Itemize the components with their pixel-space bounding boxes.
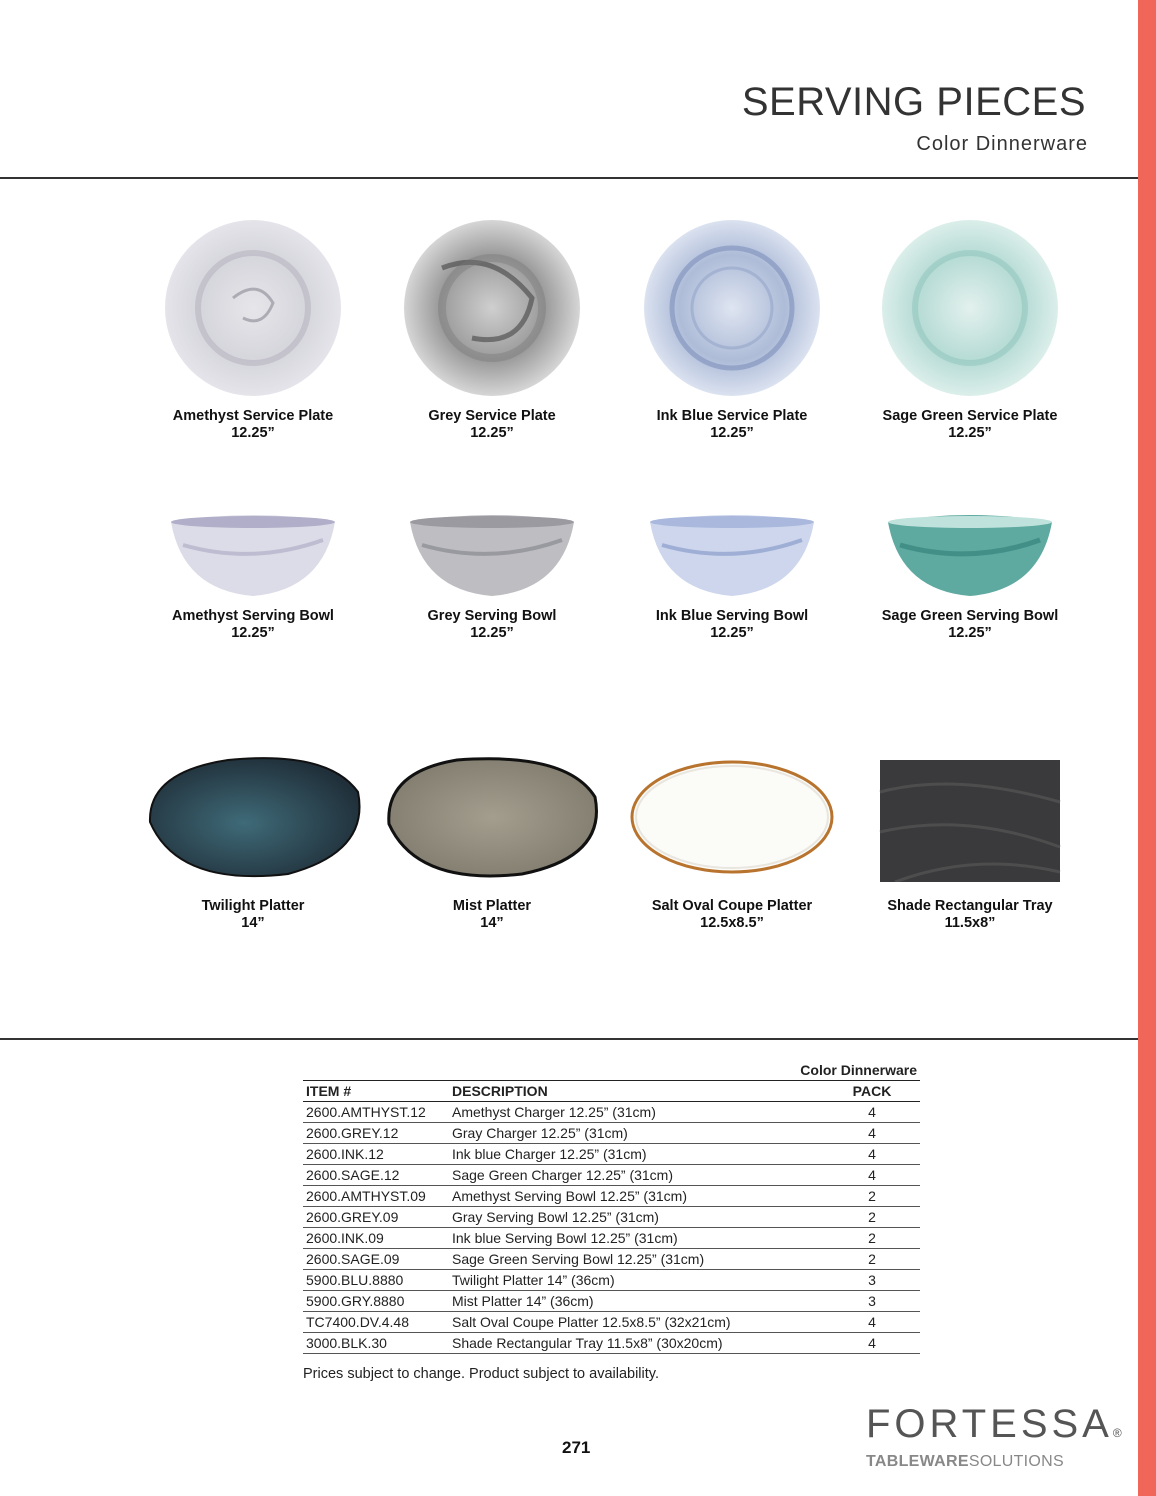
salt-platter-image bbox=[617, 752, 847, 882]
item-cell: 2600.AMTHYST.12 bbox=[303, 1102, 449, 1123]
product-name: Grey Serving Bowl bbox=[427, 608, 557, 624]
grey-plate-image bbox=[402, 218, 582, 398]
logo-registered-mark: ® bbox=[1112, 1426, 1126, 1440]
table-caption-row bbox=[303, 1060, 920, 1081]
mist-platter-image bbox=[377, 752, 607, 882]
item-cell: 2600.INK.09 bbox=[303, 1228, 449, 1249]
pack-cell: 2 bbox=[824, 1207, 920, 1228]
description-cell: Salt Oval Coupe Platter 12.5x8.5” (32x21cm) bbox=[449, 1312, 824, 1333]
logo-tagline-bold: TABLEWARE bbox=[866, 1453, 969, 1470]
description-cell: Amethyst Serving Bowl 12.25” (31cm) bbox=[449, 1186, 824, 1207]
table-row bbox=[303, 1102, 920, 1123]
pack-cell: 4 bbox=[824, 1102, 920, 1123]
table-row bbox=[303, 1144, 920, 1165]
header-pack: PACK bbox=[824, 1081, 920, 1102]
product-size: 11.5x8” bbox=[944, 915, 996, 931]
table-row bbox=[303, 1165, 920, 1186]
table-row bbox=[303, 1270, 920, 1291]
logo-brand: FORTESSA bbox=[866, 1402, 1113, 1446]
product-ink-blue-service-plate bbox=[617, 218, 847, 442]
description-cell: Amethyst Charger 12.25” (31cm) bbox=[449, 1102, 824, 1123]
product-size: 12.25” bbox=[710, 625, 754, 641]
description-cell: Sage Green Charger 12.25” (31cm) bbox=[449, 1165, 824, 1186]
product-name: Salt Oval Coupe Platter bbox=[651, 898, 813, 914]
page-number: 271 bbox=[562, 1438, 591, 1457]
product-name: Shade Rectangular Tray bbox=[887, 898, 1053, 914]
sage-green-plate-image bbox=[880, 218, 1060, 398]
product-ink-blue-serving-bowl bbox=[617, 510, 847, 642]
product-name: Ink Blue Service Plate bbox=[656, 408, 808, 424]
logo-tagline bbox=[866, 1453, 1088, 1471]
item-cell: 5900.BLU.8880 bbox=[303, 1270, 449, 1291]
product-grey-serving-bowl bbox=[377, 510, 607, 642]
table-row bbox=[303, 1207, 920, 1228]
product-size: 12.25” bbox=[948, 425, 992, 441]
item-cell: 2600.INK.12 bbox=[303, 1144, 449, 1165]
product-name: Twilight Platter bbox=[201, 898, 305, 914]
pack-cell: 2 bbox=[824, 1228, 920, 1249]
description-cell: Twilight Platter 14” (36cm) bbox=[449, 1270, 824, 1291]
product-table bbox=[303, 1060, 920, 1354]
pack-cell: 3 bbox=[824, 1291, 920, 1312]
product-sage-green-service-plate bbox=[855, 218, 1085, 442]
product-name: Mist Platter bbox=[452, 898, 532, 914]
header-description: DESCRIPTION bbox=[449, 1081, 824, 1102]
product-shade-rectangular-tray bbox=[855, 752, 1085, 932]
pack-cell: 4 bbox=[824, 1333, 920, 1354]
amethyst-plate-image bbox=[163, 218, 343, 398]
logo-tagline-light: SOLUTIONS bbox=[968, 1453, 1065, 1470]
product-size: 14” bbox=[480, 915, 504, 931]
product-amethyst-serving-bowl bbox=[138, 510, 368, 642]
table-divider bbox=[0, 1038, 1138, 1040]
product-name: Amethyst Service Plate bbox=[172, 408, 334, 424]
product-size: 12.25” bbox=[470, 625, 514, 641]
item-cell: 2600.SAGE.09 bbox=[303, 1249, 449, 1270]
twilight-platter-image bbox=[138, 752, 368, 882]
product-size: 12.25” bbox=[710, 425, 754, 441]
table-row bbox=[303, 1186, 920, 1207]
description-cell: Mist Platter 14” (36cm) bbox=[449, 1291, 824, 1312]
pack-cell: 4 bbox=[824, 1144, 920, 1165]
shade-tray-image bbox=[855, 752, 1085, 882]
ink-blue-bowl-image bbox=[642, 510, 822, 600]
product-grey-service-plate bbox=[377, 218, 607, 442]
pack-cell: 4 bbox=[824, 1165, 920, 1186]
grey-bowl-image bbox=[402, 510, 582, 600]
product-sage-green-serving-bowl bbox=[855, 510, 1085, 642]
pack-cell: 4 bbox=[824, 1123, 920, 1144]
product-twilight-platter bbox=[138, 752, 368, 932]
pack-cell: 4 bbox=[824, 1312, 920, 1333]
item-cell: 2600.SAGE.12 bbox=[303, 1165, 449, 1186]
sage-green-bowl-image bbox=[880, 510, 1060, 600]
table-row bbox=[303, 1291, 920, 1312]
table-row bbox=[303, 1312, 920, 1333]
product-mist-platter bbox=[377, 752, 607, 932]
product-salt-oval-coupe-platter bbox=[617, 752, 847, 932]
product-name: Sage Green Service Plate bbox=[882, 408, 1058, 424]
pack-cell: 2 bbox=[824, 1249, 920, 1270]
description-cell: Ink blue Serving Bowl 12.25” (31cm) bbox=[449, 1228, 824, 1249]
page-title: SERVING PIECES bbox=[741, 80, 1086, 124]
item-cell: 5900.GRY.8880 bbox=[303, 1291, 449, 1312]
table-header-row bbox=[303, 1081, 920, 1102]
description-cell: Gray Charger 12.25” (31cm) bbox=[449, 1123, 824, 1144]
item-cell: 2600.GREY.12 bbox=[303, 1123, 449, 1144]
pack-cell: 3 bbox=[824, 1270, 920, 1291]
product-size: 12.5x8.5” bbox=[700, 915, 764, 931]
page-subtitle: Color Dinnerware bbox=[916, 133, 1088, 155]
fortessa-logo bbox=[866, 1402, 1126, 1471]
product-size: 12.25” bbox=[231, 425, 275, 441]
description-cell: Sage Green Serving Bowl 12.25” (31cm) bbox=[449, 1249, 824, 1270]
item-cell: 2600.GREY.09 bbox=[303, 1207, 449, 1228]
product-name: Amethyst Serving Bowl bbox=[172, 608, 334, 624]
ink-blue-plate-image bbox=[642, 218, 822, 398]
table-row bbox=[303, 1333, 920, 1354]
pack-cell: 2 bbox=[824, 1186, 920, 1207]
product-size: 12.25” bbox=[231, 625, 275, 641]
product-size: 12.25” bbox=[470, 425, 514, 441]
product-name: Sage Green Serving Bowl bbox=[881, 608, 1059, 624]
table-caption: Color Dinnerware bbox=[303, 1060, 920, 1081]
logo-wordmark bbox=[866, 1402, 1126, 1453]
table-row bbox=[303, 1228, 920, 1249]
item-cell: 2600.AMTHYST.09 bbox=[303, 1186, 449, 1207]
product-name: Grey Service Plate bbox=[428, 408, 556, 424]
table-row bbox=[303, 1249, 920, 1270]
accent-side-bar bbox=[1138, 0, 1156, 1496]
product-size: 14” bbox=[241, 915, 265, 931]
product-name: Ink Blue Serving Bowl bbox=[655, 608, 809, 624]
header-item: ITEM # bbox=[303, 1081, 449, 1102]
amethyst-bowl-image bbox=[163, 510, 343, 600]
product-size: 12.25” bbox=[948, 625, 992, 641]
item-cell: 3000.BLK.30 bbox=[303, 1333, 449, 1354]
table-row bbox=[303, 1123, 920, 1144]
availability-note: Prices subject to change. Product subject to availability. bbox=[303, 1366, 659, 1382]
description-cell: Ink blue Charger 12.25” (31cm) bbox=[449, 1144, 824, 1165]
item-cell: TC7400.DV.4.48 bbox=[303, 1312, 449, 1333]
header-divider bbox=[0, 177, 1138, 179]
description-cell: Shade Rectangular Tray 11.5x8” (30x20cm) bbox=[449, 1333, 824, 1354]
description-cell: Gray Serving Bowl 12.25” (31cm) bbox=[449, 1207, 824, 1228]
product-amethyst-service-plate bbox=[138, 218, 368, 442]
